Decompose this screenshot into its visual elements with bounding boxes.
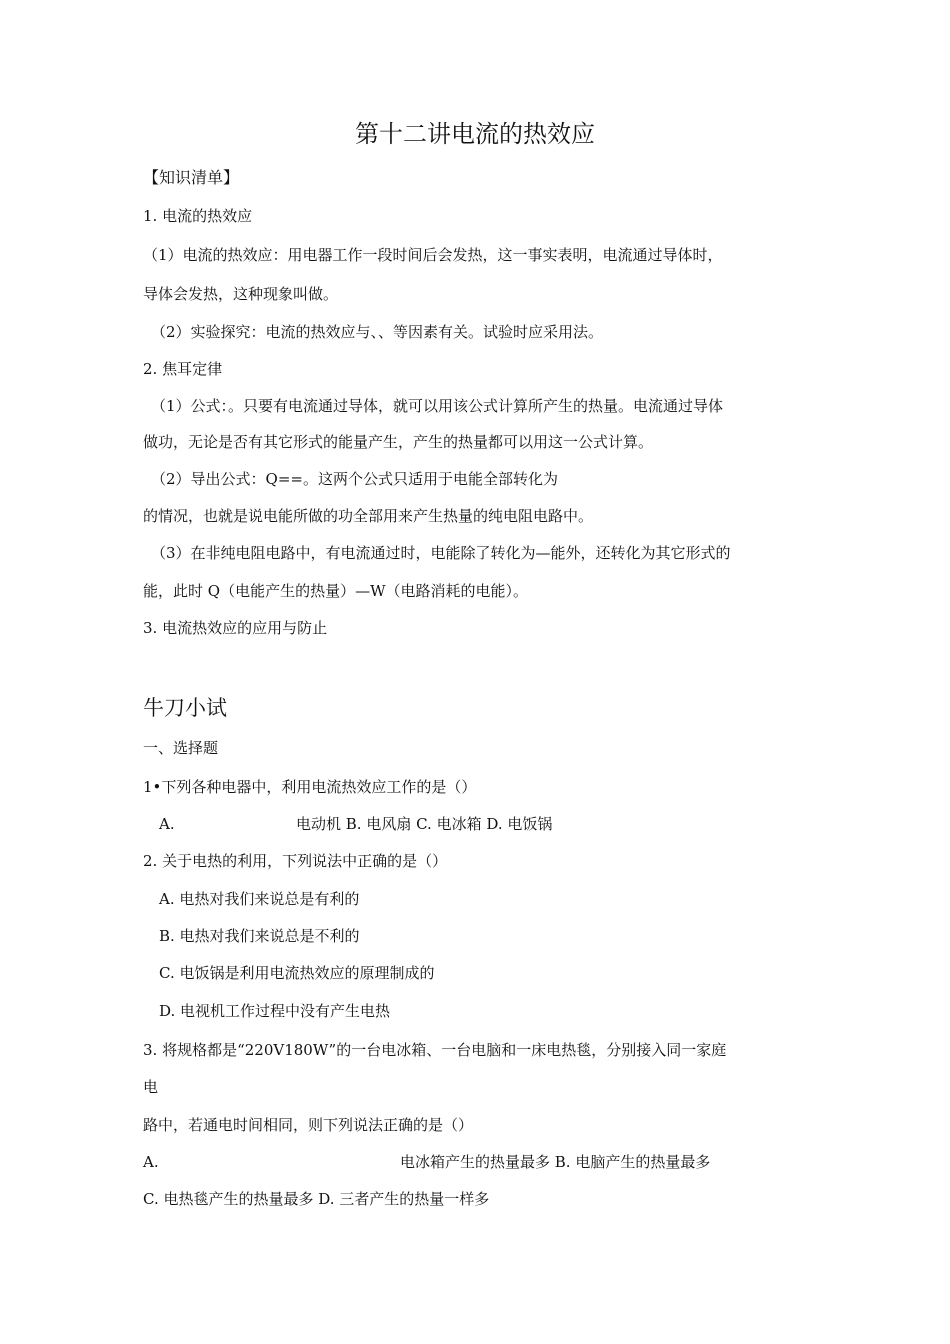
section-1-heading: 1. 电流的热效应 — [143, 207, 253, 225]
question-3-option-a: A. — [143, 1153, 159, 1171]
question-1-options: 电动机 B. 电风扇 C. 电冰箱 D. 电饭锅 — [296, 815, 553, 833]
question-2-stem: 2. 关于电热的利用，下列说法中正确的是（） — [143, 852, 448, 870]
paragraph-line: 的情况，也就是说电能所做的功全部用来产生热量的纯电阻电路中。 — [143, 507, 594, 525]
question-1-option-a: A. — [159, 815, 175, 833]
paragraph-line: 能，此时 Q（电能产生的热量）—W（电路消耗的电能）。 — [143, 582, 528, 600]
question-2-option: B. 电热对我们来说总是不利的 — [159, 927, 360, 945]
question-3-stem: 电 — [143, 1078, 159, 1096]
paragraph-line: （2）导出公式：Q==。这两个公式只适用于电能全部转化为 — [151, 470, 558, 488]
paragraph-line: （2）实验探究：电流的热效应与、、等因素有关。试验时应采用法。 — [151, 323, 604, 341]
section-3-heading: 3. 电流热效应的应用与防止 — [143, 619, 328, 637]
section-heading: 一、选择题 — [143, 739, 219, 757]
paragraph-line: （3）在非纯电阻电路中，有电流通过时，电能除了转化为—能外，还转化为其它形式的 — [151, 544, 731, 562]
knowledge-heading: 【知识清单】 — [143, 168, 240, 187]
question-3-options: 电冰箱产生的热量最多 B. 电脑产生的热量最多 — [400, 1153, 711, 1171]
question-2-option: C. 电饭锅是利用电流热效应的原理制成的 — [159, 964, 435, 982]
question-2-option: D. 电视机工作过程中没有产生电热 — [159, 1002, 391, 1020]
practice-heading: 牛刀小试 — [143, 696, 227, 720]
question-2-option: A. 电热对我们来说总是有利的 — [159, 890, 360, 908]
paragraph-line: （1）公式：。只要有电流通过导体，就可以用该公式计算所产生的热量。电流通过导体 — [151, 397, 724, 415]
paragraph-line: 做功，无论是否有其它形式的能量产生，产生的热量都可以用这一公式计算。 — [143, 433, 654, 451]
paragraph-line: （1）电流的热效应：用电器工作一段时间后会发热，这一事实表明，电流通过导体时， — [143, 246, 723, 264]
question-3-stem: 路中，若通电时间相同，则下列说法正确的是（） — [143, 1116, 474, 1134]
page-title: 第十二讲电流的热效应 — [355, 120, 595, 148]
paragraph-line: 导体会发热，这种现象叫做。 — [143, 285, 339, 303]
question-3-stem: 3. 将规格都是“220V180W”的一台电冰箱、一台电脑和一床电热毯，分别接入同一家庭 — [143, 1041, 727, 1059]
question-3-options: C. 电热毯产生的热量最多 D. 三者产生的热量一样多 — [143, 1190, 490, 1208]
question-1-stem: 1•下列各种电器中，利用电流热效应工作的是（） — [143, 778, 477, 796]
section-2-heading: 2. 焦耳定律 — [143, 360, 223, 378]
